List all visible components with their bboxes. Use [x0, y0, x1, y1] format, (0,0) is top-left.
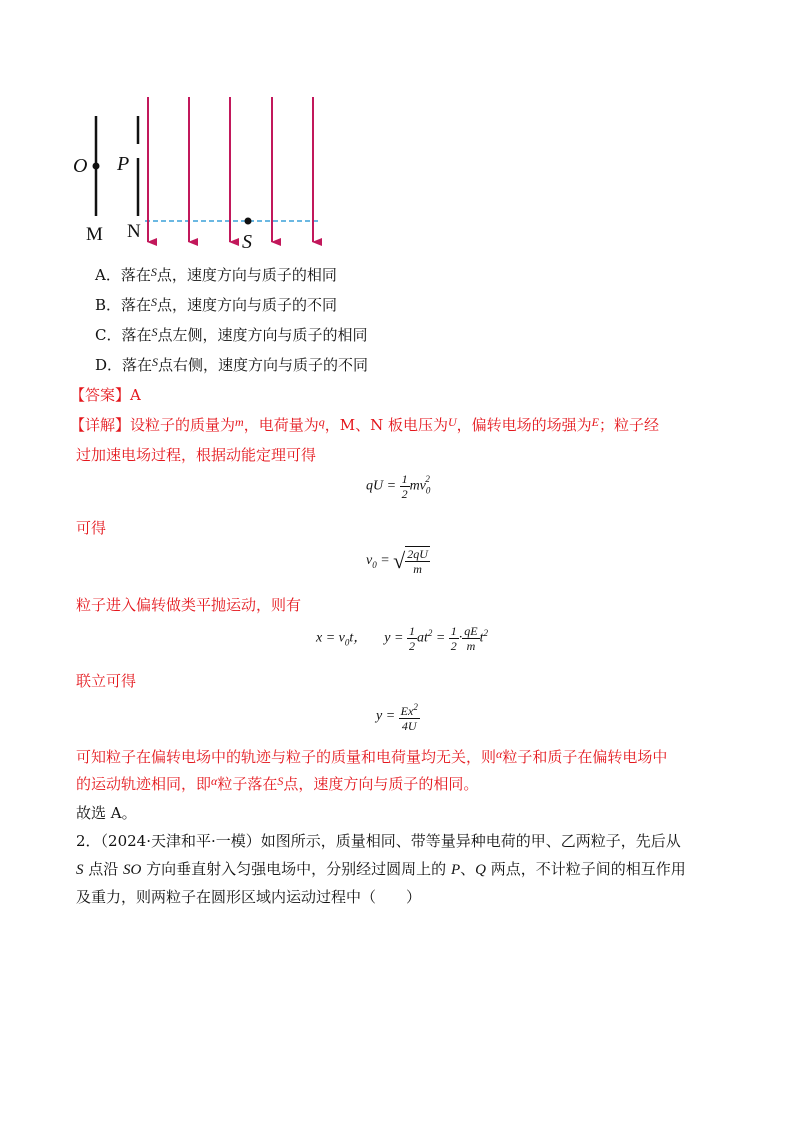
point-o: [93, 163, 100, 170]
equation-4: y = $\frac{Ex^2}{4U}$: [376, 702, 418, 733]
point-s: [245, 218, 252, 225]
label-s: S: [242, 231, 252, 253]
option-d[interactable]: D．落在$^S$点右侧，速度方向与质子的不同: [95, 355, 369, 374]
equation-3: $x = v_0t$， y = $\frac{1}{2}$ $at^2$ = $\frac{1}{2}$ · $\frac{qE}{m}$ $t^2$: [316, 624, 489, 653]
equation-1: qU = $\frac{1}{2}$ $mv_0^2$: [366, 472, 431, 501]
option-c[interactable]: C．落在$^S$点左侧，速度方向与质子的相同: [95, 325, 368, 344]
deflection-figure: [60, 92, 360, 262]
choose-line: 故选 A。: [76, 804, 137, 822]
problem2-line-1: 2．（2024·天津和平·一模）如图所示，质量相同、带等量异种电荷的甲、乙两粒子，先后从: [76, 832, 681, 850]
option-a[interactable]: A．落在$^S$点，速度方向与质子的相同: [95, 265, 337, 284]
label-m: M: [86, 224, 103, 245]
detail-line-1: 【详解】设粒子的质量为$^m$，电荷量为$^q$，M、N 板电压为$^U$，偏转电场的场强为$^E$；粒子经: [70, 415, 660, 434]
label-o: O: [73, 155, 88, 177]
problem2-line-2: S 点沿 SO 方向垂直射入匀强电场中，分别经过圆周上的 P、Q 两点，不计粒子间的相互作用: [76, 860, 686, 878]
option-b[interactable]: B．落在$^S$点，速度方向与质子的不同: [95, 295, 338, 314]
equation-2: $v_0$ = √ $\frac{2qU}{m}$: [366, 547, 428, 576]
text-kede: 可得: [76, 519, 107, 537]
problem2-line-3: 及重力，则两粒子在圆形区域内运动过程中（ ）: [76, 888, 422, 906]
conclusion-line-1: 可知粒子在偏转电场中的轨迹与粒子的质量和电荷量均无关，则$^\alpha$粒子和质子在偏转电场中: [76, 747, 668, 766]
detail-line-2: 过加速电场过程，根据动能定理可得: [76, 446, 317, 464]
conclusion-line-2: 的运动轨迹相同，即$^\alpha$粒子落在$^S$点，速度方向与质子的相同。: [76, 774, 479, 793]
text-lianli: 联立可得: [76, 672, 137, 690]
label-n: N: [127, 221, 141, 242]
text-jinru: 粒子进入偏转做类平抛运动，则有: [76, 596, 302, 614]
answer-line: 【答案】A: [70, 386, 141, 404]
label-p: P: [117, 153, 130, 175]
